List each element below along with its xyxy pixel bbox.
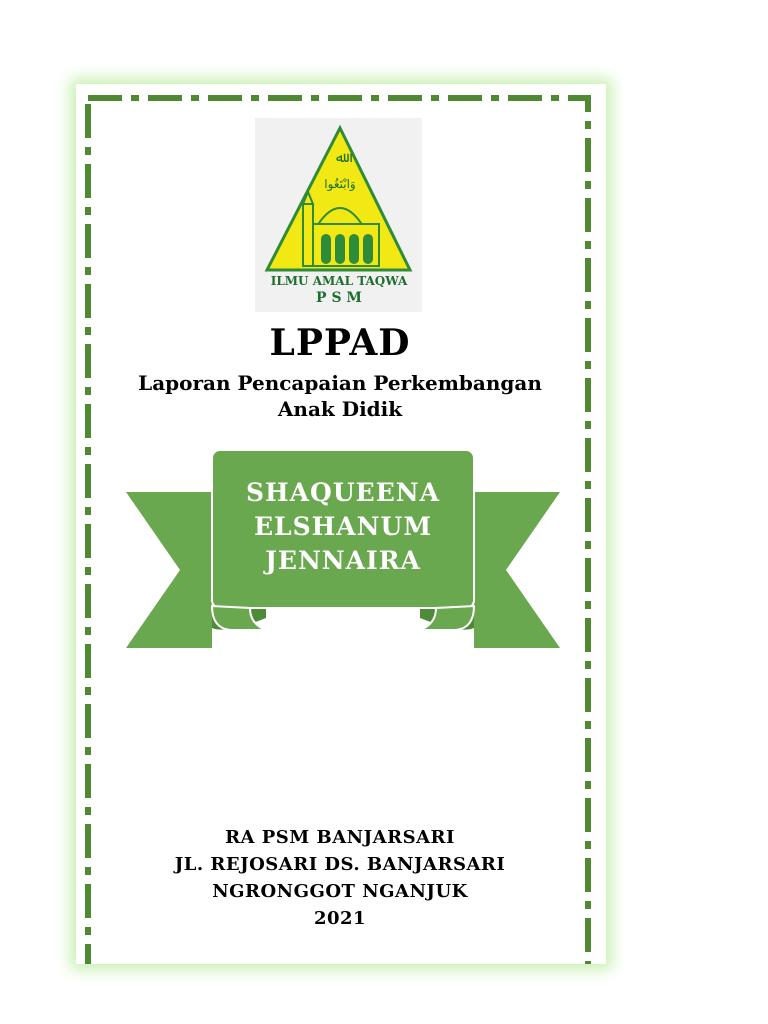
student-name-line-3: JENNAIRA bbox=[265, 546, 421, 575]
school-logo bbox=[255, 118, 422, 312]
school-name: RA PSM BANJARSARI bbox=[225, 827, 455, 848]
logo-org: P S M bbox=[316, 290, 362, 306]
student-name-line-1: SHAQUEENA bbox=[245, 478, 440, 507]
school-year: 2021 bbox=[313, 908, 367, 929]
student-name-line-2: ELSHANUM bbox=[253, 512, 433, 541]
subtitle-line-1: Laporan Pencapaian Perkembangan bbox=[138, 371, 542, 395]
document-title: LPPAD bbox=[269, 322, 411, 364]
school-address-line-1: JL. REJOSARI DS. BANJARSARI bbox=[174, 854, 506, 875]
school-address-line-2: NGRONGGOT NGANJUK bbox=[212, 881, 468, 902]
document-subtitle bbox=[90, 370, 590, 422]
subtitle-line-2: Anak Didik bbox=[277, 397, 403, 421]
student-name bbox=[212, 476, 474, 578]
logo-motto: ILMU AMAL TAQWA bbox=[270, 274, 408, 288]
school-info bbox=[90, 824, 590, 932]
svg-text:ﷲ: ﷲ bbox=[335, 150, 345, 166]
svg-text:وَابْتَغُوا: وَابْتَغُوا bbox=[324, 177, 356, 191]
